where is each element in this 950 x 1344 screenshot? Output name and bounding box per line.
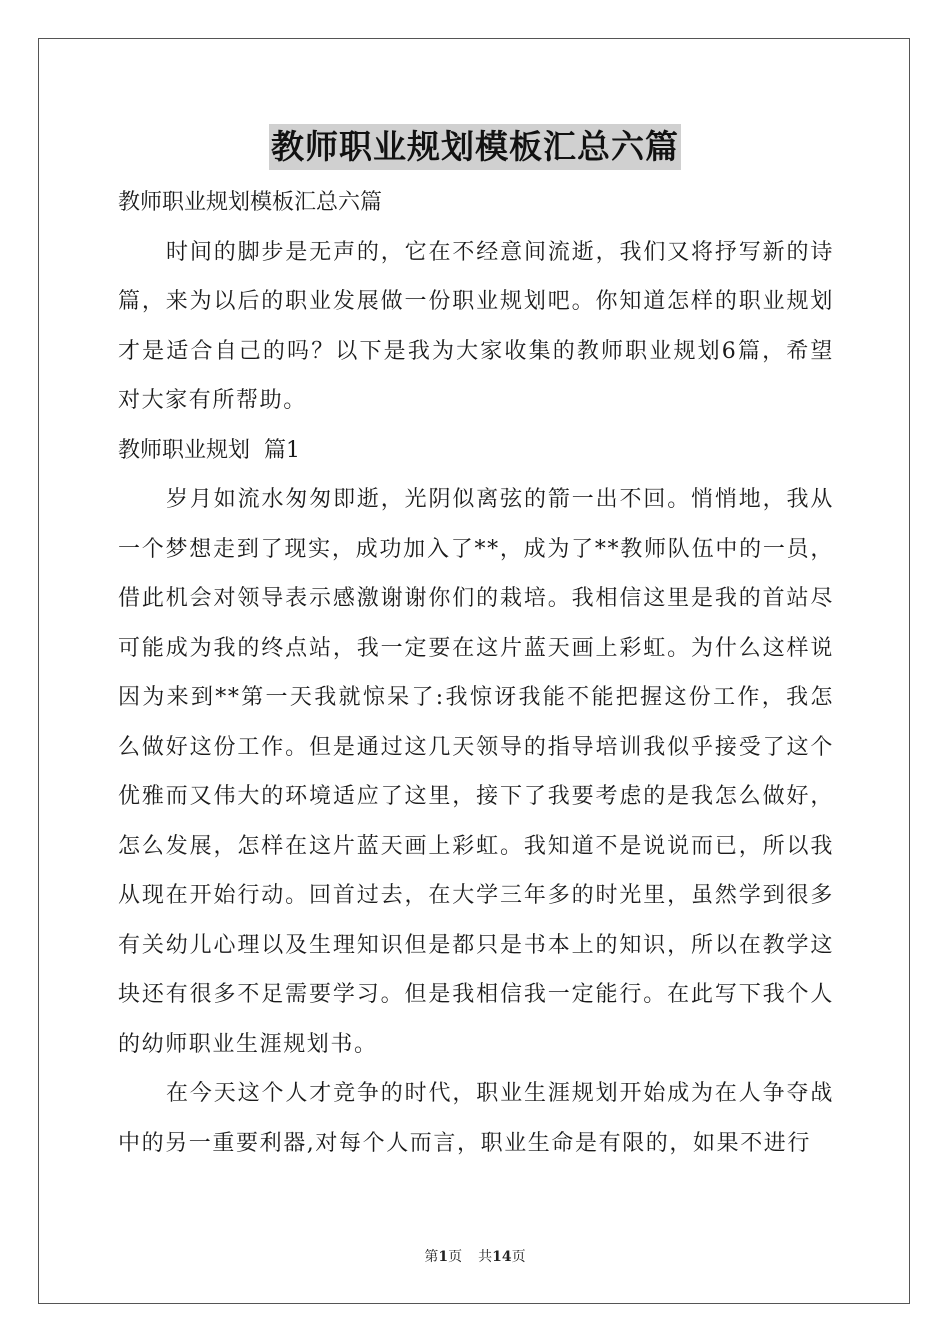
document-subtitle: 教师职业规划模板汇总六篇 <box>118 190 383 215</box>
footer-page-total: 14 <box>492 1249 512 1265</box>
section-heading: 教师职业规划 篇1 <box>118 437 300 463</box>
intro-paragraph: 时间的脚步是无声的，它在不经意间流逝，我们又将抒写新的诗篇，来为以后的职业发展做一份职业规划吧。你知道怎样的职业规划才是适合自己的吗？以下是我为大家收集的教师职业规划6篇，希望对大家有所帮助。 <box>118 239 834 413</box>
footer-total-suffix: 页 <box>511 1249 526 1265</box>
footer-page-mid: 页 <box>448 1249 463 1265</box>
footer-page-current: 1 <box>438 1249 449 1265</box>
document-title-wrap <box>0 124 950 174</box>
document-body <box>118 178 834 1168</box>
footer-total-prefix: 共 <box>478 1249 493 1265</box>
page-footer <box>0 1246 950 1266</box>
footer-page-prefix: 第 <box>424 1249 439 1265</box>
document-title: 教师职业规划模板汇总六篇 <box>269 124 681 170</box>
section-paragraph-1: 岁月如流水匆匆即逝，光阴似离弦的箭一出不回。悄悄地，我从一个梦想走到了现实，成功加入了**，成为了**教师队伍中的一员，借此机会对领导表示感激谢谢你们的栽培。我相信这里是我的首站尽可能成为我的终点站，我一定要在这片蓝天画上彩虹。为什么这样说因为来到**第一天我就惊呆了:我惊讶我能不能把握这份工作，我怎么做好这份工作。但是通过这几天领导的指导培训我似乎接受了这个优雅而又伟大的环境适应了这里，接下了我要考虑的是我怎么做好，怎么发展，怎样在这片蓝天画上彩虹。我知道不是说说而已，所以我从现在开始行动。回首过去，在大学三年多的时光里，虽然学到很多有关幼儿心理以及生理知识但是都只是书本上的知识，所以在教学这块还有很多不足需要学习。但是我相信我一定能行。在此写下我个人的幼师职业生涯规划书。 <box>118 487 834 1057</box>
section-paragraph-2: 在今天这个人才竞争的时代，职业生涯规划开始成为在人争夺战中的另一重要利器,对每个人而言，职业生命是有限的，如果不进行 <box>118 1081 834 1156</box>
